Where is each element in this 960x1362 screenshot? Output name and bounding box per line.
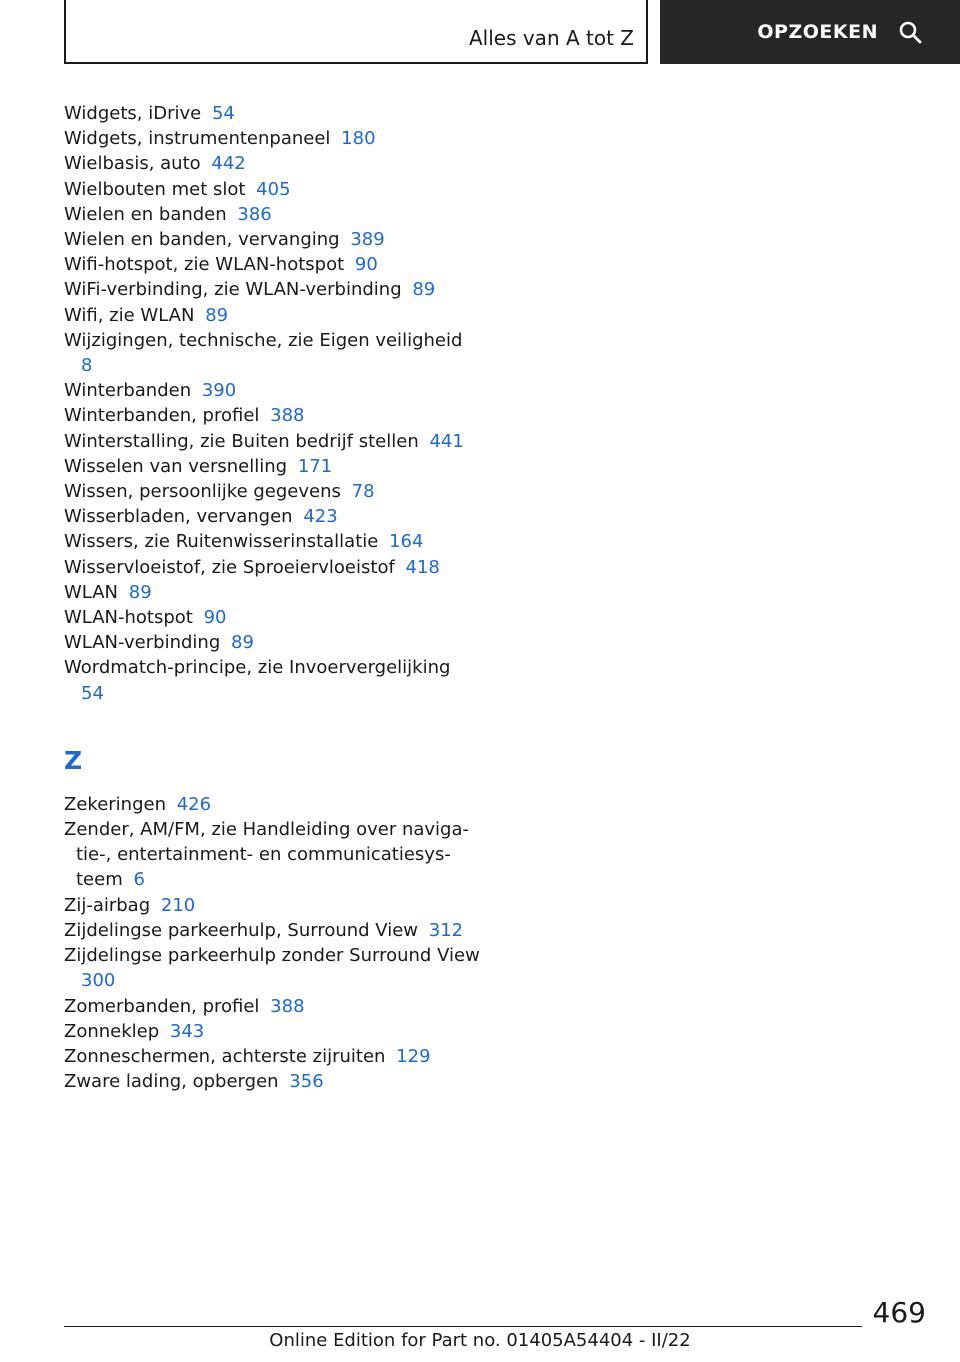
index-entry [64, 328, 484, 378]
page-reference-link[interactable]: 8 [81, 355, 93, 377]
index-term: WiFi-verbinding, zie WLAN-verbinding [64, 279, 402, 301]
page-reference-link[interactable]: 89 [205, 304, 229, 326]
page-reference-link[interactable]: 388 [270, 405, 305, 427]
page-reference-link[interactable]: 210 [160, 894, 196, 916]
page-reference-link[interactable]: 129 [396, 1045, 431, 1067]
page-reference-link[interactable]: 343 [169, 1020, 205, 1042]
index-entry [64, 1069, 484, 1094]
lookup-label: OPZOEKEN [757, 21, 878, 43]
page-reference-link[interactable]: 300 [81, 970, 116, 992]
page-reference-link[interactable]: 426 [176, 793, 212, 815]
index-entry [64, 252, 484, 277]
index-entry [64, 994, 484, 1019]
index-term: Wielen en banden [64, 203, 227, 225]
page-reference-link[interactable]: 312 [428, 919, 464, 941]
index-entry [64, 227, 484, 252]
index-term: Zomerbanden, profiel [64, 995, 260, 1017]
letter-heading-z: Z [64, 745, 83, 775]
page-reference-link[interactable]: 6 [133, 869, 145, 891]
page-reference-link[interactable]: 423 [303, 506, 338, 528]
index-entry [64, 378, 484, 403]
index-term: Wifi-hotspot, zie WLAN-hotspot [64, 254, 345, 276]
page-reference-link[interactable]: 405 [256, 178, 291, 200]
page-reference-link[interactable]: 180 [341, 128, 376, 150]
index-entry [64, 605, 484, 630]
index-entry [64, 817, 484, 893]
section-title[interactable]: Alles van A tot Z [468, 26, 634, 50]
index-term: Wissen, persoonlijke gegevens [64, 481, 341, 503]
index-entry [64, 126, 484, 151]
page-reference-link[interactable]: 171 [297, 455, 333, 477]
page-reference-link[interactable]: 89 [128, 581, 152, 603]
page-reference-link[interactable]: 54 [211, 103, 235, 124]
index-entry [64, 202, 484, 227]
index-section-z [64, 792, 484, 1094]
index-entry [64, 277, 484, 302]
index-entry [64, 630, 484, 655]
page-reference-link[interactable]: 90 [354, 254, 378, 276]
index-entry [64, 1019, 484, 1044]
index-term: Wielbouten met slot [64, 178, 246, 200]
index-entry [64, 101, 484, 126]
index-entry [64, 429, 484, 454]
index-term: WLAN [64, 581, 119, 603]
index-term: Widgets, instrumentenpaneel [64, 128, 331, 150]
index-term: Wisselen van versnelling [64, 455, 288, 477]
index-entry [64, 555, 484, 580]
index-term: WLAN-verbinding [64, 632, 221, 654]
index-entry [64, 479, 484, 504]
page-reference-link[interactable]: 164 [389, 531, 424, 553]
index-entry [64, 655, 484, 705]
index-term: Zware lading, opbergen [64, 1071, 279, 1093]
index-term: Zender, AM/FM, zie Handleiding over navigatie-, entertainment- en communicatiesysteem [64, 819, 470, 891]
index-entry [64, 893, 484, 918]
index-list [64, 101, 484, 1094]
index-term: Zijdelingse parkeerhulp zonder Surround View [64, 945, 480, 967]
page-reference-link[interactable]: 89 [412, 279, 436, 301]
page-reference-link[interactable]: 442 [211, 153, 246, 175]
index-entry [64, 177, 484, 202]
index-term: Zijdelingse parkeerhulp, Surround View [64, 919, 419, 941]
page-reference-link[interactable]: 441 [429, 430, 464, 452]
index-entry [64, 1044, 484, 1069]
page-reference-link[interactable]: 418 [405, 556, 440, 578]
index-term: Winterstalling, zie Buiten bedrijf stellen [64, 430, 419, 452]
index-term: Wisservloeistof, zie Sproeiervloeistof [64, 556, 395, 578]
index-term: Zij-airbag [64, 894, 151, 916]
index-entry [64, 504, 484, 529]
index-term: WLAN-hotspot [64, 607, 193, 629]
index-term: Wisserbladen, vervangen [64, 506, 293, 528]
page-reference-link[interactable]: 356 [289, 1071, 324, 1093]
index-term: Wifi, zie WLAN [64, 304, 195, 326]
page-reference-link[interactable]: 389 [350, 229, 385, 251]
page-reference-link[interactable]: 386 [237, 203, 272, 225]
index-term: Widgets, iDrive [64, 103, 202, 124]
index-term: Wijzigingen, technische, zie Eigen veiligheid [64, 329, 463, 351]
index-term: Zonneklep [64, 1020, 160, 1042]
index-term: Winterbanden [64, 380, 192, 402]
index-entry [64, 943, 484, 993]
index-section-w [64, 101, 484, 706]
footer-divider [64, 1326, 862, 1327]
index-term: Zonneschermen, achterste zijruiten [64, 1045, 386, 1067]
header-breadcrumb-box [64, 0, 648, 64]
page-reference-link[interactable]: 89 [231, 632, 254, 654]
index-entry [64, 303, 484, 328]
index-term: Zekeringen [64, 793, 166, 815]
index-entry [64, 403, 484, 428]
search-icon [898, 20, 922, 44]
page-number: 469 [872, 1296, 926, 1329]
index-term: Winterbanden, profiel [64, 405, 260, 427]
page-reference-link[interactable]: 78 [351, 481, 375, 503]
edition-footer: Online Edition for Part no. 01405A54404 - II/22 [269, 1330, 691, 1351]
index-entry [64, 529, 484, 554]
index-term: Wissers, zie Ruitenwisserinstallatie [64, 531, 379, 553]
page-reference-link[interactable]: 90 [203, 607, 227, 629]
index-entry [64, 580, 484, 605]
index-term: Wielbasis, auto [64, 153, 201, 175]
index-term: Wordmatch-principe, zie Invoervergelijking [64, 657, 451, 679]
index-term: Wielen en banden, vervanging [64, 229, 340, 251]
index-entry [64, 454, 484, 479]
page-reference-link[interactable]: 54 [81, 682, 104, 704]
index-entry [64, 918, 484, 943]
index-entry [64, 151, 484, 176]
lookup-button[interactable] [660, 0, 960, 64]
page-reference-link[interactable]: 390 [201, 380, 237, 402]
index-entry [64, 792, 484, 817]
page-reference-link[interactable]: 388 [270, 995, 305, 1017]
